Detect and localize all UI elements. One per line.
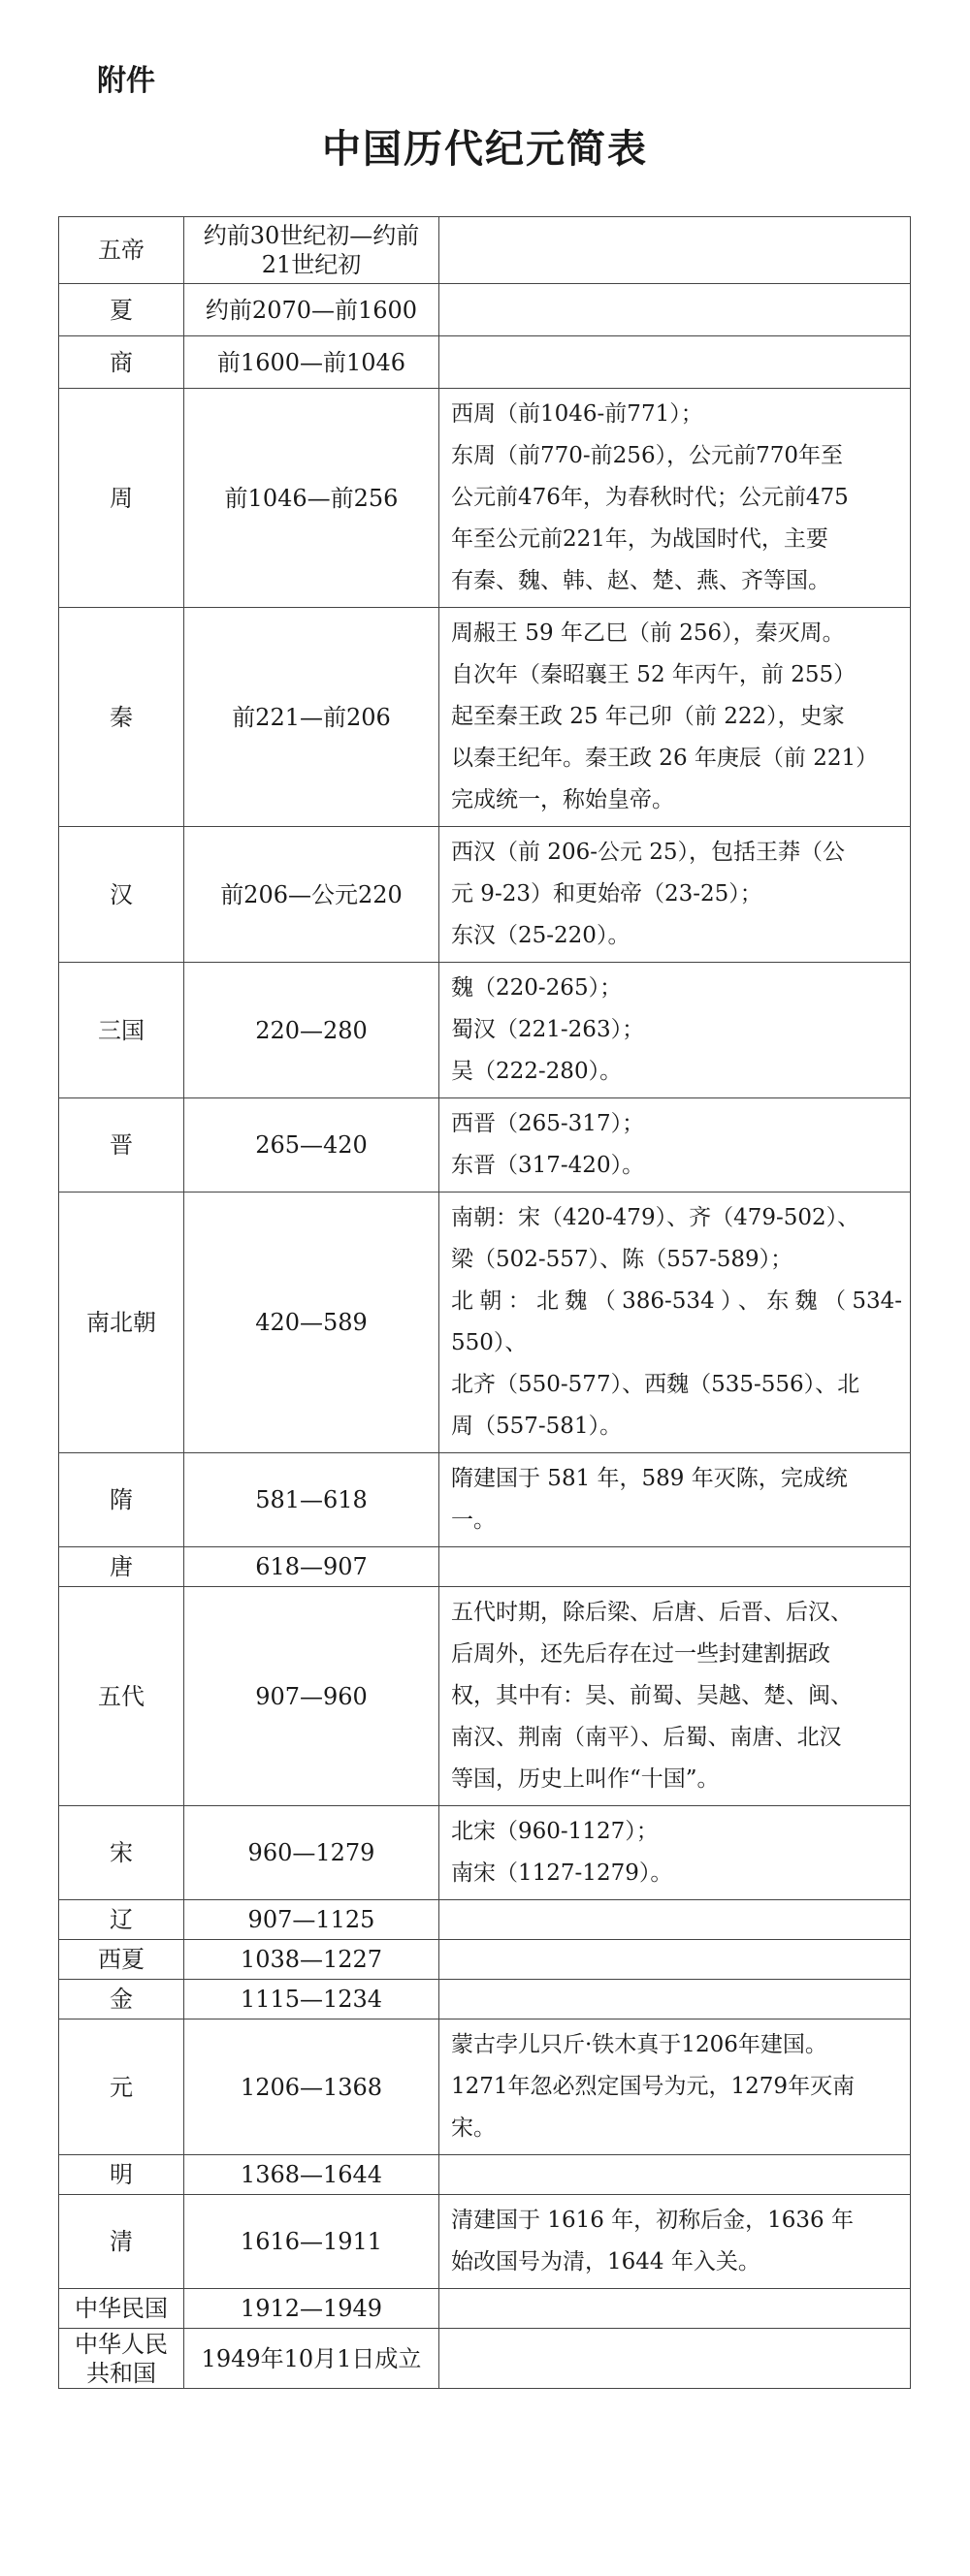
notes-cell: 蒙古孛儿只斤·铁木真于1206年建国。 1271年忽必烈定国号为元，1279年灭南 宋。: [439, 2019, 911, 2155]
table-row: [59, 389, 911, 608]
notes-cell: [439, 1980, 911, 2019]
notes-cell: [439, 217, 911, 284]
period-cell: 约前30世纪初—约前 21世纪初: [184, 217, 439, 284]
dynasty-cell: 夏: [59, 284, 184, 336]
notes-cell: [439, 284, 911, 336]
period-cell: 1949年10月1日成立: [184, 2329, 439, 2389]
period-cell: 420—589: [184, 1193, 439, 1453]
notes-cell: 西晋（265-317）； 东晋（317-420）。: [439, 1098, 911, 1193]
period-cell: 1038—1227: [184, 1940, 439, 1980]
dynasty-cell: 西夏: [59, 1940, 184, 1980]
table-row: [59, 963, 911, 1098]
attachment-label: 附件: [97, 64, 155, 98]
table-row: [59, 336, 911, 389]
dynasty-cell: 明: [59, 2155, 184, 2195]
dynasty-cell: 唐: [59, 1547, 184, 1587]
dynasty-cell: 商: [59, 336, 184, 389]
period-cell: 960—1279: [184, 1806, 439, 1900]
notes-cell: 魏（220-265）； 蜀汉（221-263）； 吴（222-280）。: [439, 963, 911, 1098]
table-row: [59, 1193, 911, 1453]
dynasty-cell: 五代: [59, 1587, 184, 1806]
dynasty-cell: 晋: [59, 1098, 184, 1193]
notes-cell: 西汉（前 206-公元 25），包括王莽（公 元 9-23）和更始帝（23-25）； 东汉（25-220）。: [439, 827, 911, 963]
notes-cell: 北宋（960-1127）； 南宋（1127-1279）。: [439, 1806, 911, 1900]
dynasty-cell: 周: [59, 389, 184, 608]
table-row: [59, 827, 911, 963]
period-cell: 907—960: [184, 1587, 439, 1806]
table-row: [59, 1980, 911, 2019]
notes-cell: 五代时期，除后梁、后唐、后晋、后汉、 后周外，还先后存在过一些封建割据政 权，其中有：吴、前蜀、吴越、楚、闽、 南汉、荆南（南平）、后蜀、南唐、北汉 等国，历史上叫作“十国”。: [439, 1587, 911, 1806]
period-cell: 220—280: [184, 963, 439, 1098]
notes-cell: [439, 1940, 911, 1980]
table-row: [59, 2329, 911, 2389]
notes-cell: 西周（前1046-前771）； 东周（前770-前256），公元前770年至 公元前476年，为春秋时代；公元前475 年至公元前221年，为战国时代，主要 有秦、魏、韩、赵、楚、燕、齐等国。: [439, 389, 911, 608]
table-row: [59, 1453, 911, 1547]
notes-cell: [439, 336, 911, 389]
period-cell: 约前2070—前1600: [184, 284, 439, 336]
period-cell: 前1600—前1046: [184, 336, 439, 389]
dynasty-cell: 中华人民 共和国: [59, 2329, 184, 2389]
dynasty-cell: 中华民国: [59, 2289, 184, 2329]
period-cell: 1616—1911: [184, 2195, 439, 2289]
period-cell: 1115—1234: [184, 1980, 439, 2019]
notes-cell: 周赧王 59 年乙巳（前 256），秦灭周。 自次年（秦昭襄王 52 年丙午，前 255） 起至秦王政 25 年己卯（前 222），史家 以秦王纪年。秦王政 26 年庚辰（前 221） 完成统一，称始皇帝。: [439, 608, 911, 827]
dynasty-table: [58, 216, 911, 2389]
period-cell: 907—1125: [184, 1900, 439, 1940]
table-row: [59, 217, 911, 284]
period-cell: 618—907: [184, 1547, 439, 1587]
page-title: 中国历代纪元简表: [322, 127, 648, 172]
table-row: [59, 608, 911, 827]
table-row: [59, 2019, 911, 2155]
dynasty-cell: 三国: [59, 963, 184, 1098]
notes-cell: [439, 2155, 911, 2195]
table-row: [59, 284, 911, 336]
table-row: [59, 2155, 911, 2195]
dynasty-cell: 辽: [59, 1900, 184, 1940]
dynasty-cell: 金: [59, 1980, 184, 2019]
notes-cell: 隋建国于 581 年，589 年灭陈，完成统 一。: [439, 1453, 911, 1547]
notes-cell: [439, 1900, 911, 1940]
dynasty-cell: 汉: [59, 827, 184, 963]
notes-cell: 南朝：宋（420-479）、齐（479-502）、 梁（502-557）、陈（557-589）； 北朝：北魏（386-534）、东魏（534-550）、 北齐（550-577）、西魏（535-556）、北 周（557-581）。: [439, 1193, 911, 1453]
dynasty-cell: 秦: [59, 608, 184, 827]
period-cell: 1912—1949: [184, 2289, 439, 2329]
dynasty-cell: 元: [59, 2019, 184, 2155]
dynasty-cell: 清: [59, 2195, 184, 2289]
notes-cell: [439, 2329, 911, 2389]
table-row: [59, 1098, 911, 1193]
period-cell: 581—618: [184, 1453, 439, 1547]
table-row: [59, 1806, 911, 1900]
period-cell: 265—420: [184, 1098, 439, 1193]
dynasty-cell: 南北朝: [59, 1193, 184, 1453]
period-cell: 前221—前206: [184, 608, 439, 827]
period-cell: 1368—1644: [184, 2155, 439, 2195]
table-row: [59, 1940, 911, 1980]
dynasty-cell: 宋: [59, 1806, 184, 1900]
period-cell: 前1046—前256: [184, 389, 439, 608]
dynasty-cell: 五帝: [59, 217, 184, 284]
period-cell: 1206—1368: [184, 2019, 439, 2155]
dynasty-cell: 隋: [59, 1453, 184, 1547]
period-cell: 前206—公元220: [184, 827, 439, 963]
table-row: [59, 1547, 911, 1587]
table-row: [59, 1587, 911, 1806]
table-row: [59, 1900, 911, 1940]
notes-cell: [439, 2289, 911, 2329]
notes-cell: 清建国于 1616 年，初称后金，1636 年 始改国号为清，1644 年入关。: [439, 2195, 911, 2289]
table-row: [59, 2195, 911, 2289]
table-row: [59, 2289, 911, 2329]
notes-cell: [439, 1547, 911, 1587]
